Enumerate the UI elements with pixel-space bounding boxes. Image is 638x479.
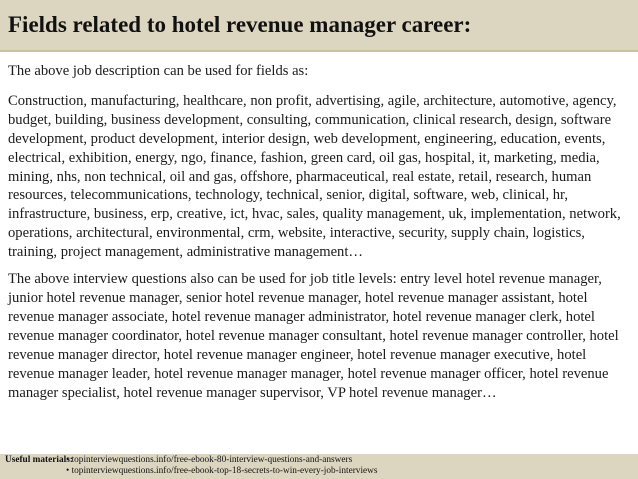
- footer-link-ebook-80-questions[interactable]: • topinterviewquestions.info/free-ebook-80-interview-questions-and-answers: [66, 455, 353, 465]
- page-title: Fields related to hotel revenue manager career:: [8, 12, 472, 37]
- footer-label: Useful materials:: [5, 455, 73, 465]
- job-levels-paragraph: The above interview questions also can be used for job title levels: entry level hotel revenue manager, junior hotel revenue manager, senior hotel revenue manager, hotel revenue manager assistant, hotel revenue manager associate, hotel revenue manager administrator, hotel revenue manager clerk, hotel revenue manager coordinator, hotel revenue manager consultant, hotel revenue manager controller, hotel revenue manager director, hotel revenue manager engineer, hotel revenue manager executive, hotel revenue manager leader, hotel revenue manager manager, hotel revenue manager officer, hotel revenue manager specialist, hotel revenue manager supervisor, VP hotel revenue manager…: [8, 271, 619, 401]
- slide-content: [8, 62, 632, 402]
- footer-link-ebook-18-secrets[interactable]: • topinterviewquestions.info/free-ebook-top-18-secrets-to-win-every-job-interviews: [66, 466, 378, 476]
- fields-paragraph: Construction, manufacturing, healthcare, non profit, advertising, agile, architecture, automotive, agency, budget, building, business development, consulting, communication, clinical research, design, software development, product development, interior design, web development, engineering, education, events, electrical, exhibition, energy, ngo, finance, fashion, green card, oil gas, hospital, it, marketing, media, mining, nhs, non technical, oil and gas, offshore, pharmaceutical, real estate, retail, research, human resources, telecommunications, technology, technical, senior, digital, software, web, clinical, hr, infrastructure, business, erp, creative, ict, hvac, sales, quality management, uk, implementation, network, operations, architectural, environmental, crm, website, interactive, security, supply chain, logistics, training, project management, administrative management…: [8, 92, 621, 261]
- footer-links: [66, 455, 378, 477]
- title-bar: [0, 0, 638, 52]
- intro-text: The above job description can be used for fields as:: [8, 63, 309, 79]
- footer-bar: [0, 454, 638, 479]
